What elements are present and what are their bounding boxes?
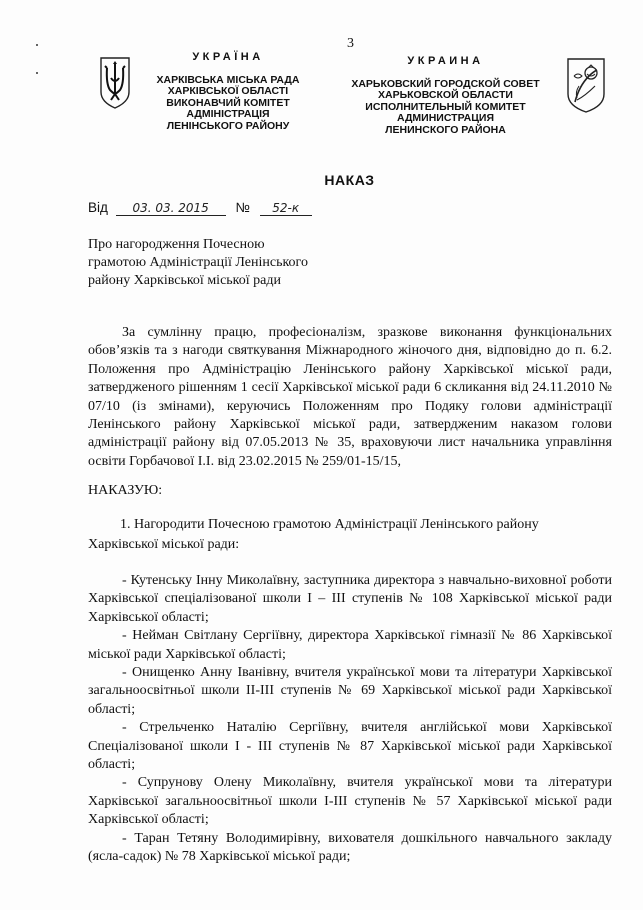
trident-icon — [98, 56, 132, 110]
awardee-item: - Кутенську Інну Миколаївну, заступника директора з навчально-виховної роботи Харківської спеціалізованої школи І – ІІІ ступенів № 108 Харківської міської ради Харківської області; — [88, 573, 612, 625]
order-item-1 — [88, 515, 612, 555]
order-word: НАКАЗУЮ: — [88, 483, 163, 498]
subject-line: району Харківської міської ради — [88, 273, 281, 289]
subject-line: грамотою Адміністрації Ленінського — [88, 255, 308, 271]
header-right-line: ХАРЬКОВСКИЙ ГОРОДСКОЙ СОВЕТ — [351, 77, 540, 90]
header-right-line: АДМИНИСТРАЦИЯ — [396, 112, 495, 125]
country-ru: УКРАИНА — [407, 55, 484, 67]
handwritten-date: 03. 03. 2015 — [116, 201, 226, 216]
number-label: № — [235, 200, 250, 215]
order-item-1-line: Харківської міської ради: — [88, 537, 240, 552]
awardee-list — [88, 572, 612, 867]
header-right — [338, 56, 553, 137]
subject-block — [88, 236, 388, 291]
intro-paragraph: За сумлінну працю, професіоналізм, зразкове виконання функціональних обов’язків та з нагоди святкування Міжнародного жіночого дня, відповідно до п. 6.2. Положення про Адміністрацію Ленінського району Харківської міської ради, затвердженого рішенням 1 сесії Харківської міської ради 6 скликання від 24.11.2010 № 07/10 (із змінами), керуючись Положенням про Подяку голови адміністрації Ленінського району Харківської міської ради, затвердженим наказом голови адміністрації району від 07.05.2013 № 35, враховуючи лист начальника управління освіти Горбачової І.І. від 23.02.2015 № 259/01-15/15, — [88, 325, 612, 469]
header-right-line: ИСПОЛНИТЕЛЬНЫЙ КОМИТЕТ — [365, 100, 526, 113]
awardee-item: - Нейман Світлану Сергіївну, директора Харківської гімназії № 86 Харківської міської ради Харківської області; — [88, 628, 612, 662]
header-left — [138, 52, 318, 133]
header-right-line: ХАРЬКОВСКОЙ ОБЛАСТИ — [378, 89, 513, 102]
awardee-item: - Стрельченко Наталію Сергіївну, вчителя англійської мови Харківської Спеціалізованої школи І - ІІІ ступенів № 87 Харківської міської ради Харківської області; — [88, 720, 612, 773]
scan-speck — [36, 72, 38, 74]
header-left-line: АДМІНІСТРАЦІЯ — [186, 108, 270, 121]
awardee-item: - Онищенко Анну Іванівну, вчителя української мови та літератури Харківської загальноосвітньої школи ІІ-ІІІ ступенів № 69 Харківської міської ради Харківської області; — [88, 665, 612, 717]
handwritten-number: 52-к — [260, 201, 312, 216]
scan-speck — [36, 44, 38, 46]
date-label: Від — [88, 200, 108, 215]
document-title: НАКАЗ — [324, 172, 375, 188]
awardee-item: - Супрунову Олену Миколаївну, вчителя української мови та літератури Харківської загальноосвітньої школи І-ІІІ ступенів № 57 Харківської міської ради Харківської області; — [88, 775, 612, 828]
date-number-line — [88, 200, 312, 216]
awardee-item: - Таран Тетяну Володимирівну, вихователя дошкільного навчального закладу (ясла-садок) № 78 Харківської міської ради; — [88, 830, 612, 865]
header-left-line: ХАРКІВСЬКОЇ ОБЛАСТІ — [167, 85, 289, 98]
order-item-1-line: 1. Нагородити Почесною грамотою Адміністрації Ленінського району — [120, 517, 539, 532]
page-number: 3 — [347, 36, 354, 51]
header-left-line: ВИКОНАВЧИЙ КОМІТЕТ — [166, 96, 290, 109]
header-right-line: ЛЕНИНСКОГО РАЙОНА — [385, 123, 506, 136]
country-ua: УКРАЇНА — [192, 51, 264, 63]
header-left-line: ХАРКІВСЬКА МІСЬКА РАДА — [156, 73, 300, 86]
header-left-line: ЛЕНІНСЬКОГО РАЙОНУ — [166, 119, 290, 132]
kharkiv-coat-of-arms-icon — [565, 56, 607, 114]
subject-line: Про нагородження Почесною — [88, 237, 265, 252]
